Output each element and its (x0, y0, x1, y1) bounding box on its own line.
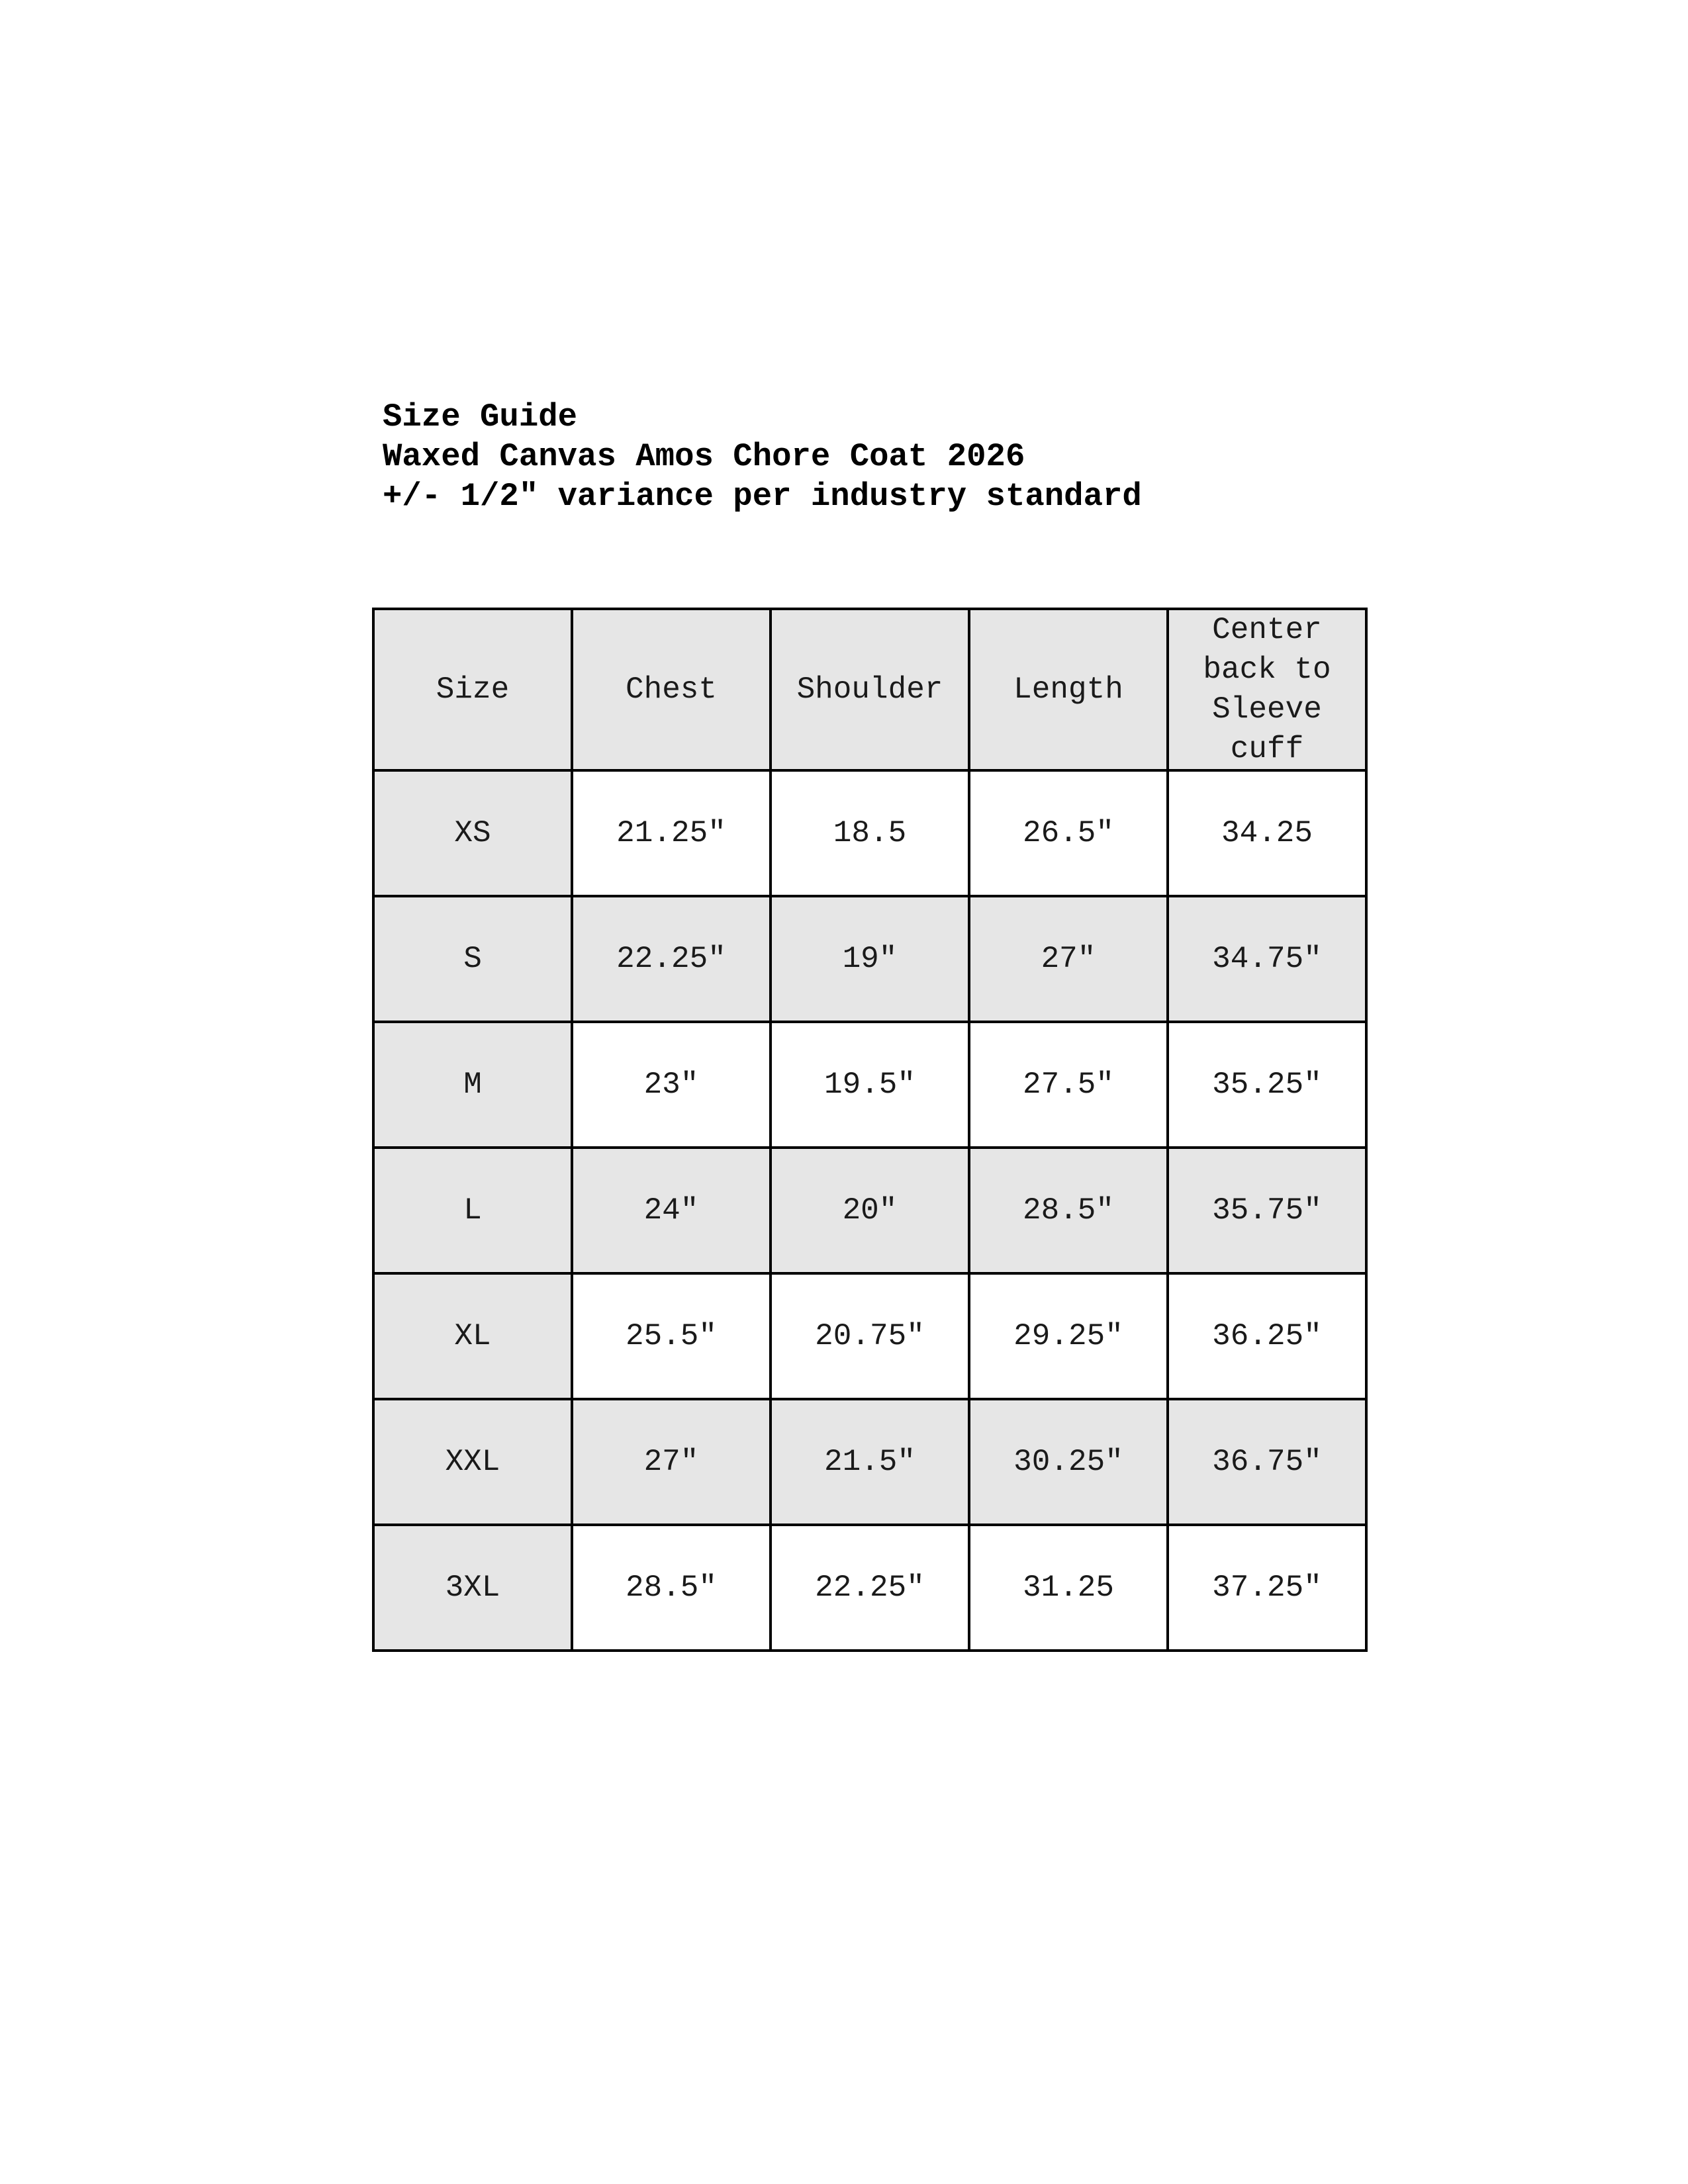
heading-variance-note: +/- 1/2″ variance per industry standard (383, 478, 1142, 515)
sleeve-cell: 36.25″ (1168, 1273, 1366, 1399)
sleeve-cell: 35.25″ (1168, 1022, 1366, 1148)
shoulder-cell: 19.5″ (771, 1022, 969, 1148)
table-row (373, 1148, 1366, 1273)
length-cell: 31.25 (969, 1525, 1168, 1651)
header-chest: Chest (572, 609, 771, 770)
header-shoulder: Shoulder (771, 609, 969, 770)
length-cell: 28.5″ (969, 1148, 1168, 1273)
length-cell: 27″ (969, 896, 1168, 1022)
chest-cell: 28.5″ (572, 1525, 771, 1651)
chest-cell: 22.25″ (572, 896, 771, 1022)
sleeve-cell: 37.25″ (1168, 1525, 1366, 1651)
heading-title: Size Guide (383, 398, 578, 435)
size-cell: XS (373, 770, 572, 896)
length-cell: 26.5″ (969, 770, 1168, 896)
header-length: Length (969, 609, 1168, 770)
size-guide-heading (383, 397, 1142, 516)
size-cell: XL (373, 1273, 572, 1399)
sleeve-cell: 34.75″ (1168, 896, 1366, 1022)
length-cell: 27.5″ (969, 1022, 1168, 1148)
shoulder-cell: 19″ (771, 896, 969, 1022)
size-cell: 3XL (373, 1525, 572, 1651)
table-row (373, 770, 1366, 896)
chest-cell: 25.5″ (572, 1273, 771, 1399)
chest-cell: 24″ (572, 1148, 771, 1273)
sleeve-cell: 36.75″ (1168, 1399, 1366, 1525)
chest-cell: 27″ (572, 1399, 771, 1525)
size-cell: M (373, 1022, 572, 1148)
shoulder-cell: 20.75″ (771, 1273, 969, 1399)
length-cell: 29.25″ (969, 1273, 1168, 1399)
sleeve-cell: 35.75″ (1168, 1148, 1366, 1273)
table-row (373, 1022, 1366, 1148)
chest-cell: 21.25″ (572, 770, 771, 896)
heading-product-name: Waxed Canvas Amos Chore Coat 2026 (383, 438, 1025, 475)
size-table (372, 608, 1368, 1652)
size-cell: XXL (373, 1399, 572, 1525)
table-row (373, 1525, 1366, 1651)
shoulder-cell: 21.5″ (771, 1399, 969, 1525)
header-sleeve (1168, 609, 1366, 770)
sleeve-cell: 34.25 (1168, 770, 1366, 896)
size-cell: S (373, 896, 572, 1022)
length-cell: 30.25″ (969, 1399, 1168, 1525)
chest-cell: 23″ (572, 1022, 771, 1148)
table-header-row (373, 609, 1366, 770)
header-sleeve-label: Center back to Sleeve cuff (1203, 613, 1331, 766)
shoulder-cell: 20″ (771, 1148, 969, 1273)
table-row (373, 896, 1366, 1022)
shoulder-cell: 22.25″ (771, 1525, 969, 1651)
shoulder-cell: 18.5 (771, 770, 969, 896)
table-row (373, 1273, 1366, 1399)
table-row (373, 1399, 1366, 1525)
header-size: Size (373, 609, 572, 770)
size-cell: L (373, 1148, 572, 1273)
